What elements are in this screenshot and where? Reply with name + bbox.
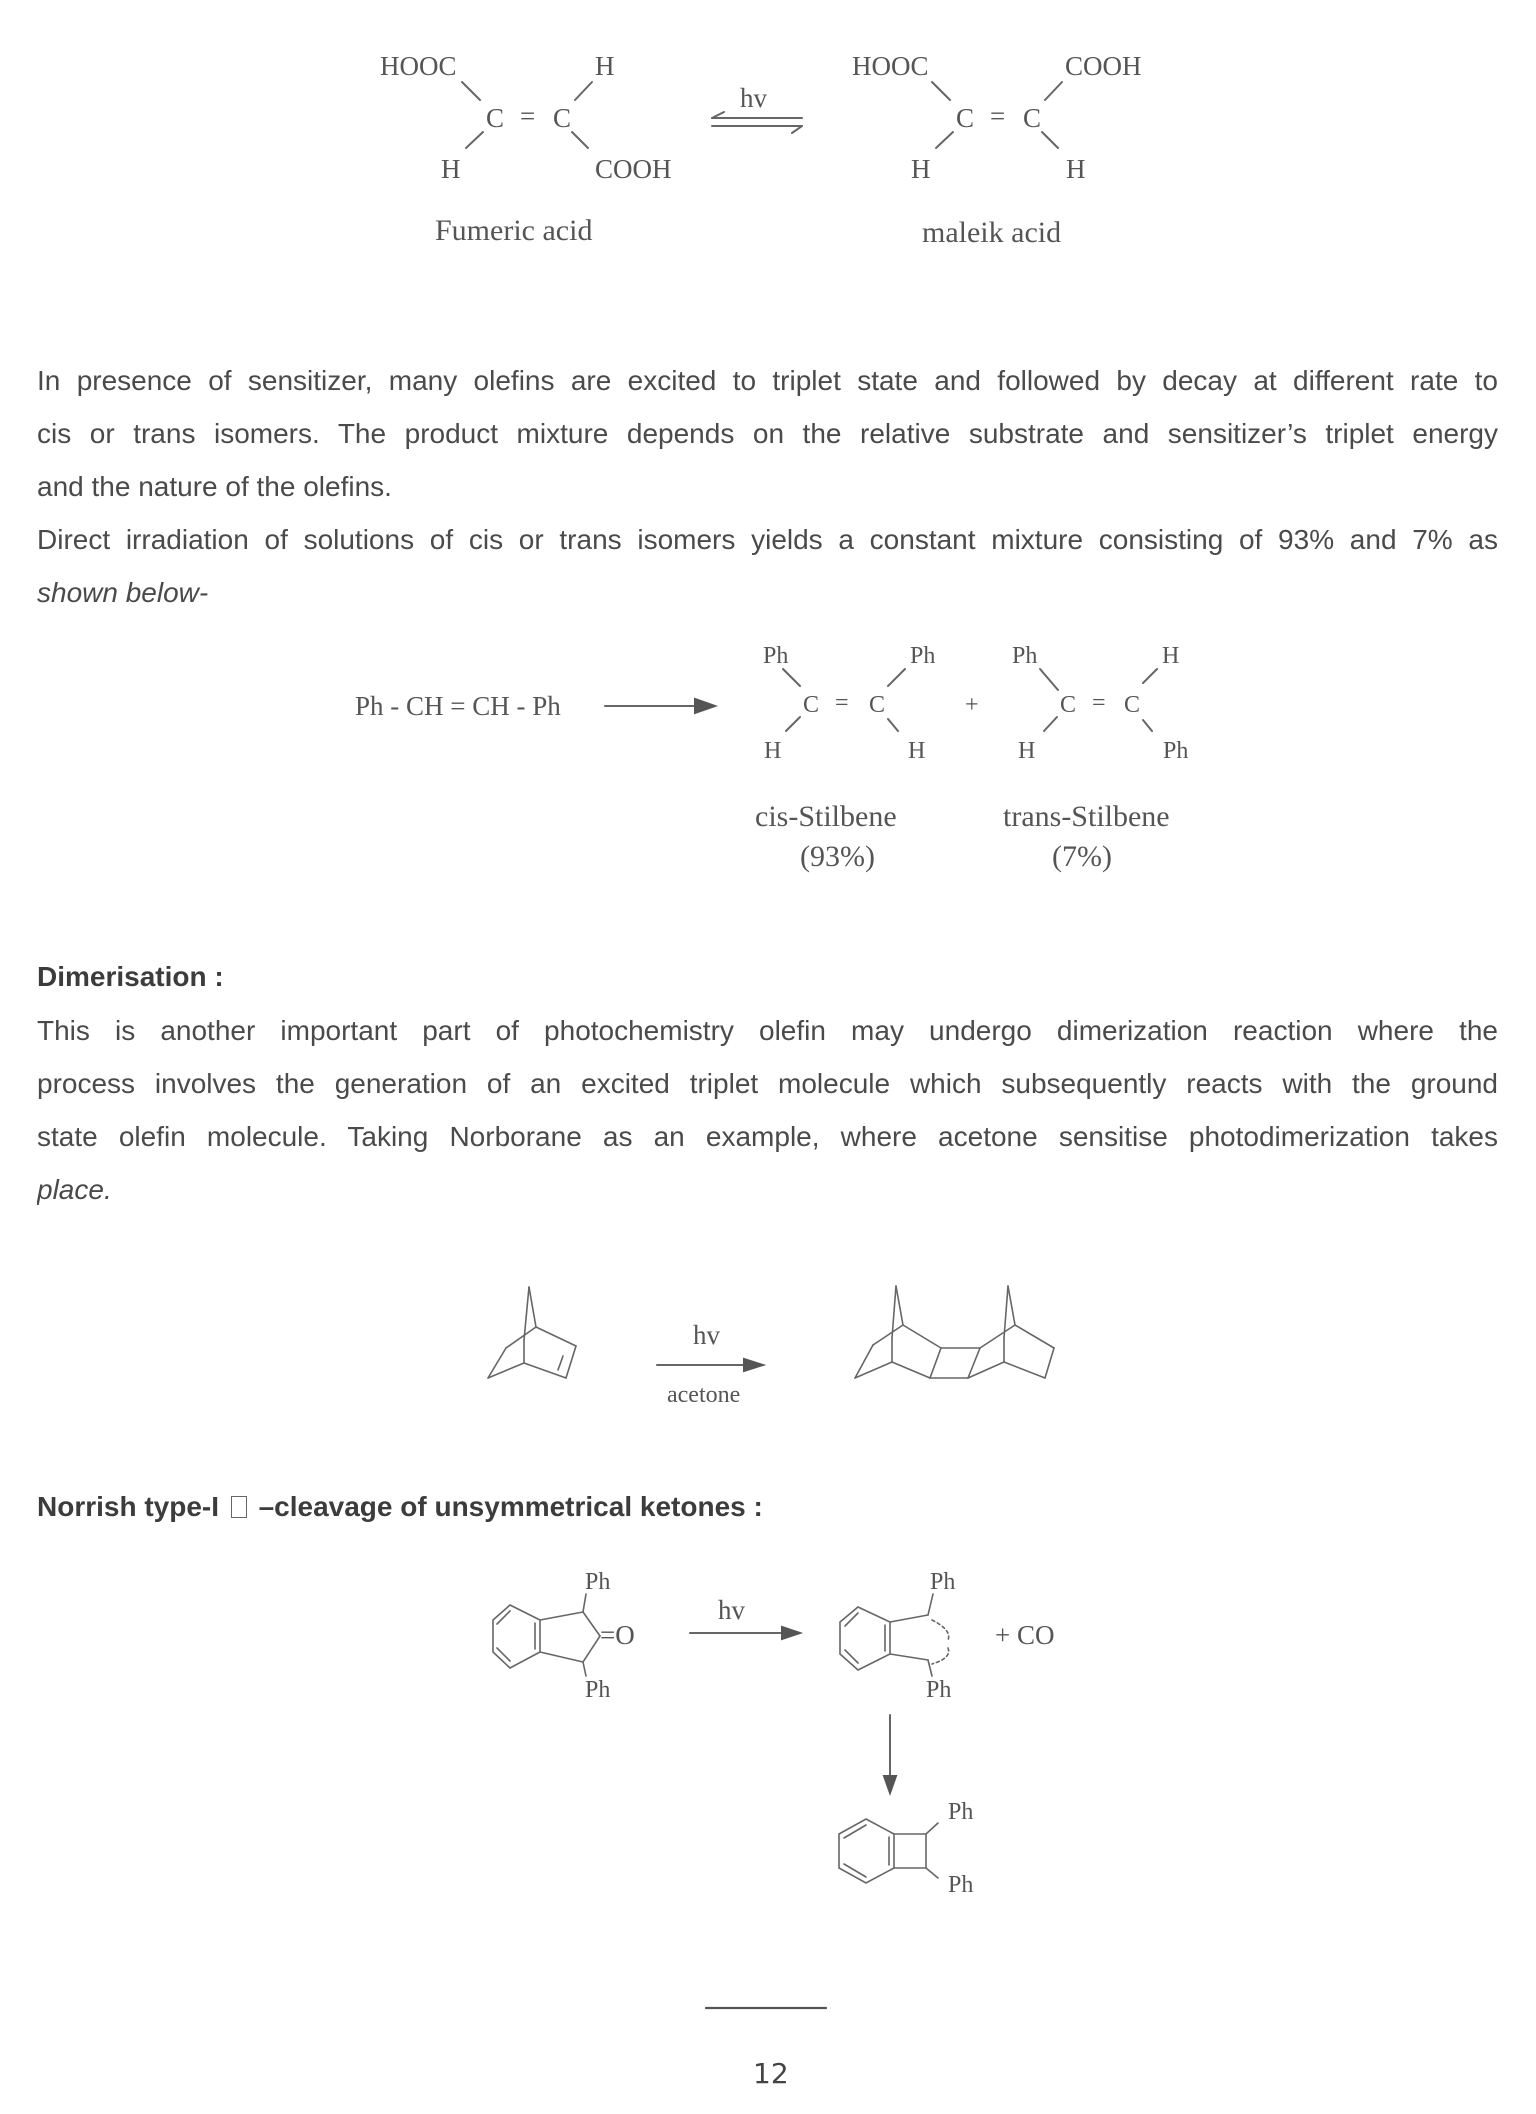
equilibrium-hv-label: hv [740,83,767,113]
product-ph-bottom: Ph [948,1872,974,1898]
maleic-top-right: COOH [1065,51,1142,81]
paragraph-line: shown below- [37,577,209,608]
product-ph-top: Ph [948,1799,974,1825]
dimerisation-heading: Dimerisation : [37,961,224,992]
fumaric-top-left: HOOC [380,51,457,81]
fumaric-c1: C [486,103,505,133]
paragraph-line: cis or trans isomers. The product mixture depends on the relative substrate and sensitizer’s triplet energy [37,418,1498,449]
page-number: 12 [753,2057,789,2090]
trans-stilbene-yield: (7%) [1052,840,1112,873]
norrish-heading-end: –cleavage of unsymmetrical ketones : [258,1491,763,1522]
fumaric-c2: C [553,103,572,133]
cis-c2: C [869,692,886,718]
trans-double-bond: = [1092,690,1106,716]
reactant-carbonyl: =O [600,1620,635,1650]
trans-c1: C [1060,692,1077,718]
reactant-ph-top: Ph [585,1569,611,1595]
intermediate-ph-top: Ph [930,1569,956,1595]
trans-stilbene-label: trans-Stilbene [1003,800,1170,833]
norrish-arrow-icon [690,1627,800,1639]
maleic-double-bond: = [990,101,1006,131]
diphenylindanone-structure [493,1594,600,1676]
trans-bottom-left: H [1018,738,1036,764]
cis-bottom-left: H [764,738,782,764]
reactant-ph-bottom: Ph [585,1677,611,1703]
paragraph-line: In presence of sensitizer, many olefins are excited to triplet state and followed by decay at different rate to [37,365,1498,396]
paragraph-line: Direct irradiation of solutions of cis or trans isomers yields a constant mixture consisting of 93% and 7% as [37,524,1498,555]
maleic-c2: C [1023,103,1042,133]
norbornene-dimer-structure [855,1286,1054,1378]
down-arrow-icon [884,1715,896,1793]
fumaric-acid-label: Fumeric acid [435,214,593,247]
maleic-acid-label: maleik acid [922,216,1062,249]
norrish-heading-start: Norrish type-I [37,1491,220,1522]
maleic-bottom-right: H [1066,154,1086,184]
cis-stilbene-label: cis-Stilbene [755,800,897,833]
diphenylbenzocyclobutene-structure [839,1819,938,1883]
maleic-bottom-left: H [911,154,931,184]
byproduct-co: + CO [995,1620,1055,1650]
paragraph-line: place. [37,1174,112,1205]
equilibrium-arrow-icon [712,112,802,133]
paragraph-line: process involves the generation of an excited triplet molecule which subsequently reacts with the ground [37,1068,1498,1099]
fumaric-double-bond: = [520,101,536,131]
cis-top-left: Ph [763,643,789,669]
maleic-c1: C [956,103,975,133]
paragraph-line: This is another important part of photochemistry olefin may undergo dimerization reaction where the [37,1015,1498,1046]
stilbene-arrow-icon [605,699,715,713]
trans-top-left: Ph [1012,643,1038,669]
paragraph-line: and the nature of the olefins. [37,471,392,502]
cis-stilbene-yield: (93%) [800,840,875,873]
fumaric-top-right: H [595,51,615,81]
intermediate-ph-bottom: Ph [926,1677,952,1703]
cis-c1: C [803,692,820,718]
norbornene-structure [488,1287,576,1378]
trans-top-right: H [1162,643,1180,669]
trans-c2: C [1124,692,1141,718]
fumaric-bottom-left: H [441,154,461,184]
cis-top-right: Ph [910,643,936,669]
paragraph-line: state olefin molecule. Taking Norborane as an example, where acetone sensitise photodimerization takes [37,1121,1498,1152]
stilbene-reactant: Ph - CH = CH - Ph [355,691,561,721]
dimer-acetone-label: acetone [667,1382,741,1408]
maleic-top-left: HOOC [852,51,929,81]
fumaric-bottom-right: COOH [595,154,672,184]
cis-bottom-right: H [908,738,926,764]
norrish-hv-label: hv [718,1595,745,1625]
paragraph-dimerisation [37,1004,1498,1216]
missing-glyph-icon [231,1496,247,1518]
norrish-heading [37,1493,763,1521]
acetone-arrow-icon [657,1359,763,1371]
stilbene-plus: + [965,692,979,718]
paragraph-sensitizer [37,354,1498,619]
biradical-intermediate-structure [840,1594,949,1676]
trans-bottom-right: Ph [1163,738,1189,764]
dimer-hv-label: hv [693,1320,720,1350]
cis-double-bond: = [835,690,849,716]
